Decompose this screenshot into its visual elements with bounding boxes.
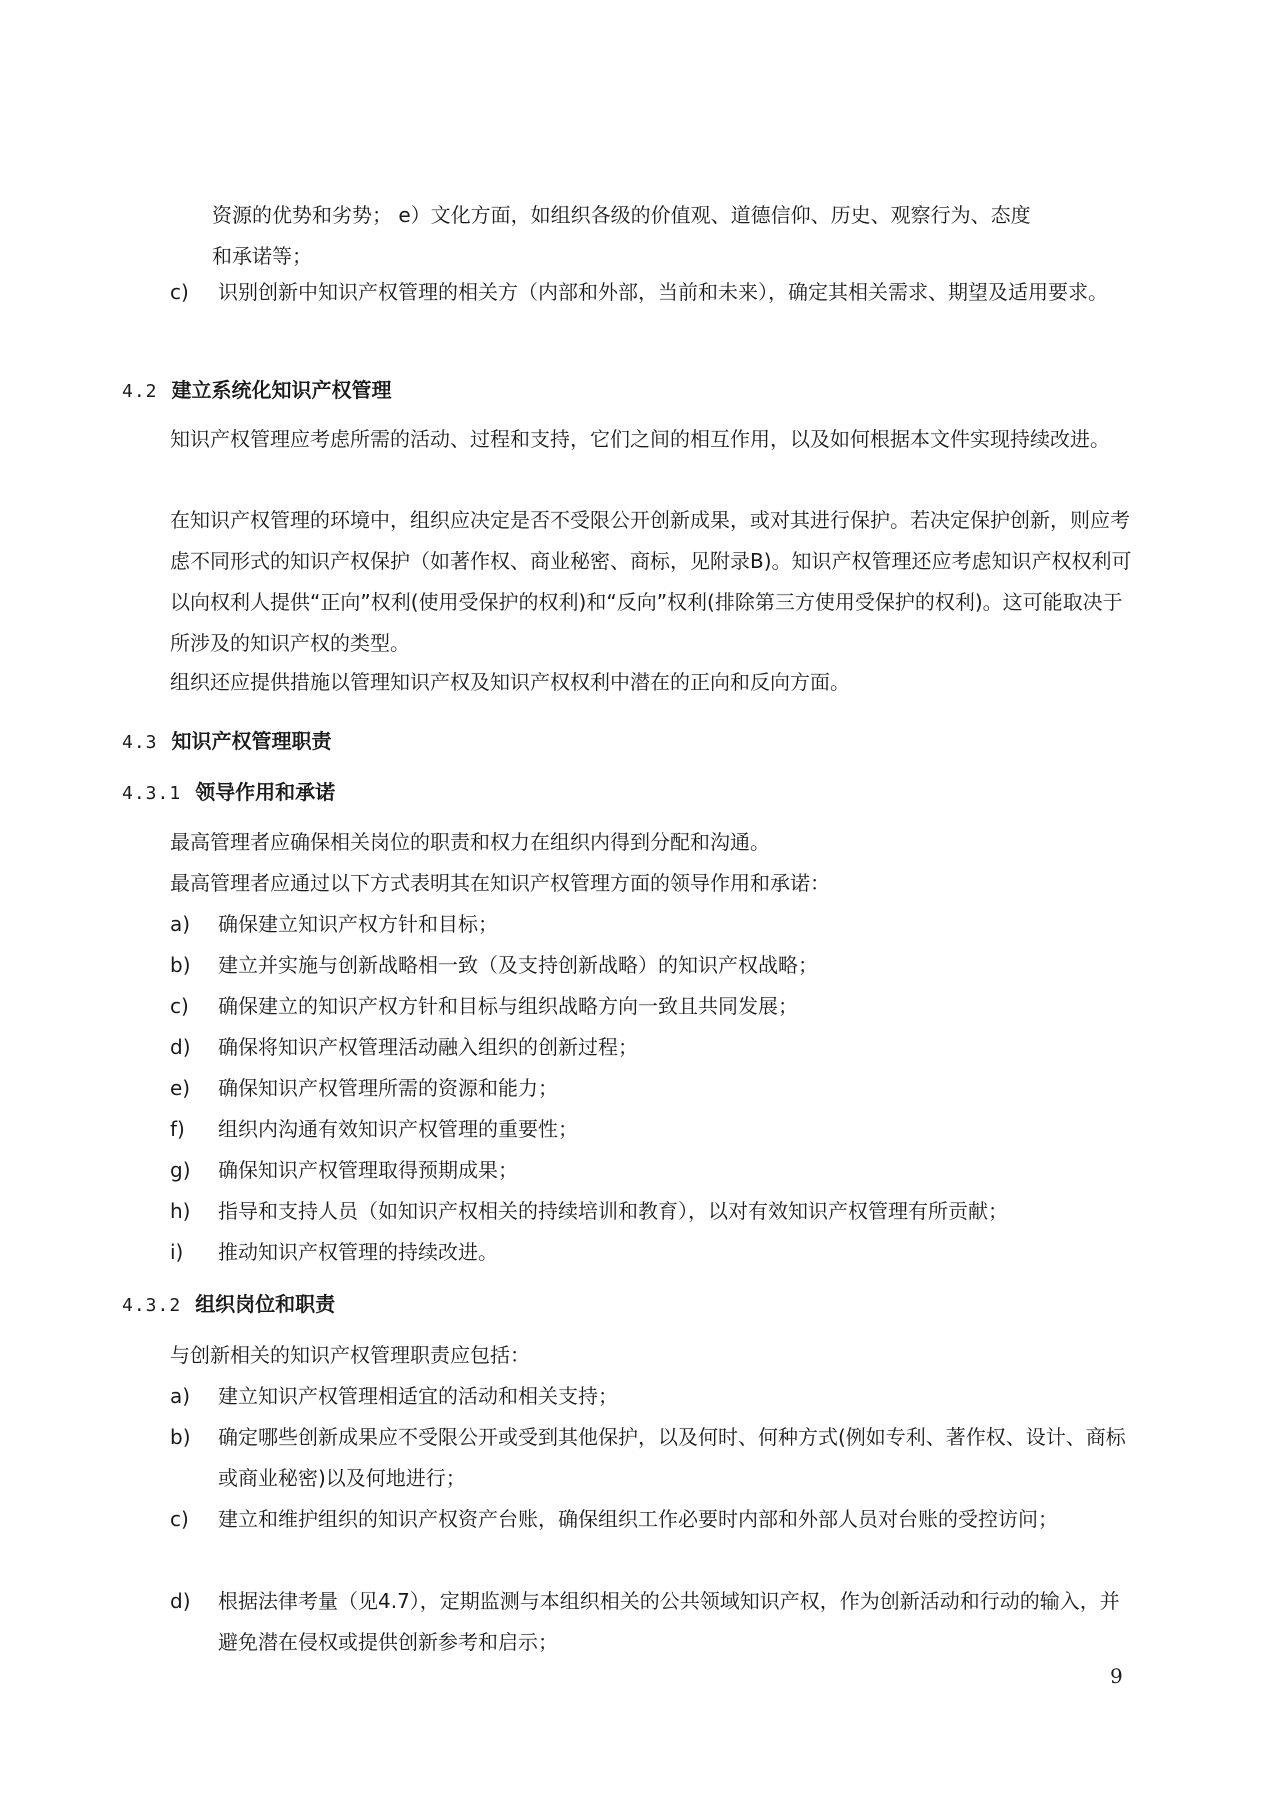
- list-marker: e): [170, 1076, 191, 1100]
- paragraph-text: 与创新相关的知识产权管理职责应包括：: [170, 1343, 530, 1367]
- list-marker: c): [170, 994, 189, 1018]
- list-item-text: 建立知识产权管理相适宜的活动和相关支持；: [218, 1384, 618, 1408]
- section-title: 知识产权管理职责: [171, 729, 332, 753]
- lead-line-1: 资源的优势和劣势； e）文化方面，如组织各级的价值观、道德信仰、历史、观察行为、态度: [212, 203, 1031, 227]
- paragraph-text: 知识产权管理应考虑所需的活动、过程和支持，它们之间的相互作用，以及如何根据本文件实现持续改进。: [170, 427, 1110, 451]
- paragraph: [170, 822, 1132, 863]
- list-item: [170, 986, 1132, 1027]
- section-number: 4.2: [122, 381, 158, 402]
- paragraph: [170, 863, 1132, 904]
- list-item-text: 根据法律考量（见4.7），定期监测与本组织相关的公共领域知识产权，作为创新活动和行动的输入，并避免潜在侵权或提供创新参考和启示；: [218, 1589, 1120, 1654]
- list-marker: a): [170, 1384, 191, 1408]
- list-item-text: 指导和支持人员（如知识产权相关的持续培训和教育），以对有效知识产权管理有所贡献；: [218, 1199, 1008, 1223]
- lead-paragraph: [212, 195, 1132, 277]
- list-item: [170, 272, 1132, 313]
- list-item-text: 组织内沟通有效知识产权管理的重要性；: [218, 1117, 578, 1141]
- list-item: [170, 1376, 1132, 1417]
- list-item-text: 确保知识产权管理所需的资源和能力；: [218, 1076, 558, 1100]
- list-item-text: 确保建立的知识产权方针和目标与组织战略方向一致且共同发展；: [218, 994, 798, 1018]
- list-item-text: 确保建立知识产权方针和目标；: [218, 912, 498, 936]
- list-item: [170, 904, 1132, 945]
- paragraph-text: 在知识产权管理的环境中，组织应决定是否不受限公开创新成果，或对其进行保护。若决定保护创新，则应考虑不同形式的知识产权保护（如著作权、商业秘密、商标，见附录B)。知识产权管理还应考虑知识产权权利可以向权利人提供“正向”权利(使用受保护的权利)和“反向”权利(排除第三方使用受保护的权利)。这可能取决于所涉及的知识产权的类型。: [170, 508, 1132, 655]
- paragraph-text: 组织还应提供措施以管理知识产权及知识产权权利中潜在的正向和反向方面。: [170, 670, 850, 694]
- paragraph: [170, 419, 1132, 460]
- list-item-text: 识别创新中知识产权管理的相关方（内部和外部，当前和未来），确定其相关需求、期望及适用要求。: [218, 280, 1108, 304]
- list-marker: c): [170, 1507, 189, 1531]
- list-item: [170, 1499, 1132, 1540]
- list-item: [170, 945, 1132, 986]
- list-marker: i): [170, 1240, 184, 1264]
- list-marker: d): [170, 1589, 191, 1613]
- list-item: [170, 1027, 1132, 1068]
- paragraph-text: 最高管理者应确保相关岗位的职责和权力在组织内得到分配和沟通。: [170, 830, 770, 854]
- section-title: 组织岗位和职责: [195, 1292, 336, 1316]
- lead-line-2: 和承诺等；: [212, 244, 312, 268]
- list-marker: b): [170, 953, 191, 977]
- list-item: [170, 1150, 1132, 1191]
- list-item-text: 推动知识产权管理的持续改进。: [218, 1240, 498, 1264]
- list-item-text: 确保知识产权管理取得预期成果；: [218, 1158, 518, 1182]
- list-marker: g): [170, 1158, 191, 1182]
- paragraph-text: 最高管理者应通过以下方式表明其在知识产权管理方面的领导作用和承诺：: [170, 871, 830, 895]
- list-item-text: 确保将知识产权管理活动融入组织的创新过程；: [218, 1035, 638, 1059]
- list-item: [170, 1109, 1132, 1150]
- list-item-text: 建立和维护组织的知识产权资产台账，确保组织工作必要时内部和外部人员对台账的受控访问；: [218, 1507, 1058, 1531]
- paragraph: [170, 500, 1132, 664]
- list-item: [170, 1191, 1132, 1232]
- section-number: 4.3.1: [122, 783, 182, 804]
- list-item-text: 确定哪些创新成果应不受限公开或受到其他保护，以及何时、何种方式(例如专利、著作权、设计、商标或商业秘密)以及何地进行；: [218, 1425, 1126, 1490]
- list-item: [170, 1417, 1132, 1499]
- list-item-text: 建立并实施与创新战略相一致（及支持创新战略）的知识产权战略；: [218, 953, 818, 977]
- paragraph: [170, 662, 1132, 703]
- section-title: 建立系统化知识产权管理: [171, 378, 392, 402]
- section-title: 领导作用和承诺: [195, 780, 336, 804]
- list-marker: h): [170, 1199, 191, 1223]
- list-marker: d): [170, 1035, 191, 1059]
- list-marker: c): [170, 280, 189, 304]
- section-number: 4.3.2: [122, 1295, 182, 1316]
- list-marker: b): [170, 1425, 191, 1449]
- section-number: 4.3: [122, 732, 158, 753]
- section-heading-4-3: [122, 721, 1122, 763]
- section-heading-4-2: [122, 370, 1122, 412]
- list-item: [170, 1232, 1132, 1273]
- page-number: 9: [1110, 1664, 1123, 1688]
- list-item: [170, 1581, 1132, 1663]
- list-item: [170, 1068, 1132, 1109]
- list-marker: a): [170, 912, 191, 936]
- paragraph: [170, 1335, 1132, 1376]
- section-heading-4-3-1: [122, 772, 1122, 814]
- section-heading-4-3-2: [122, 1284, 1122, 1326]
- list-marker: f): [170, 1117, 185, 1141]
